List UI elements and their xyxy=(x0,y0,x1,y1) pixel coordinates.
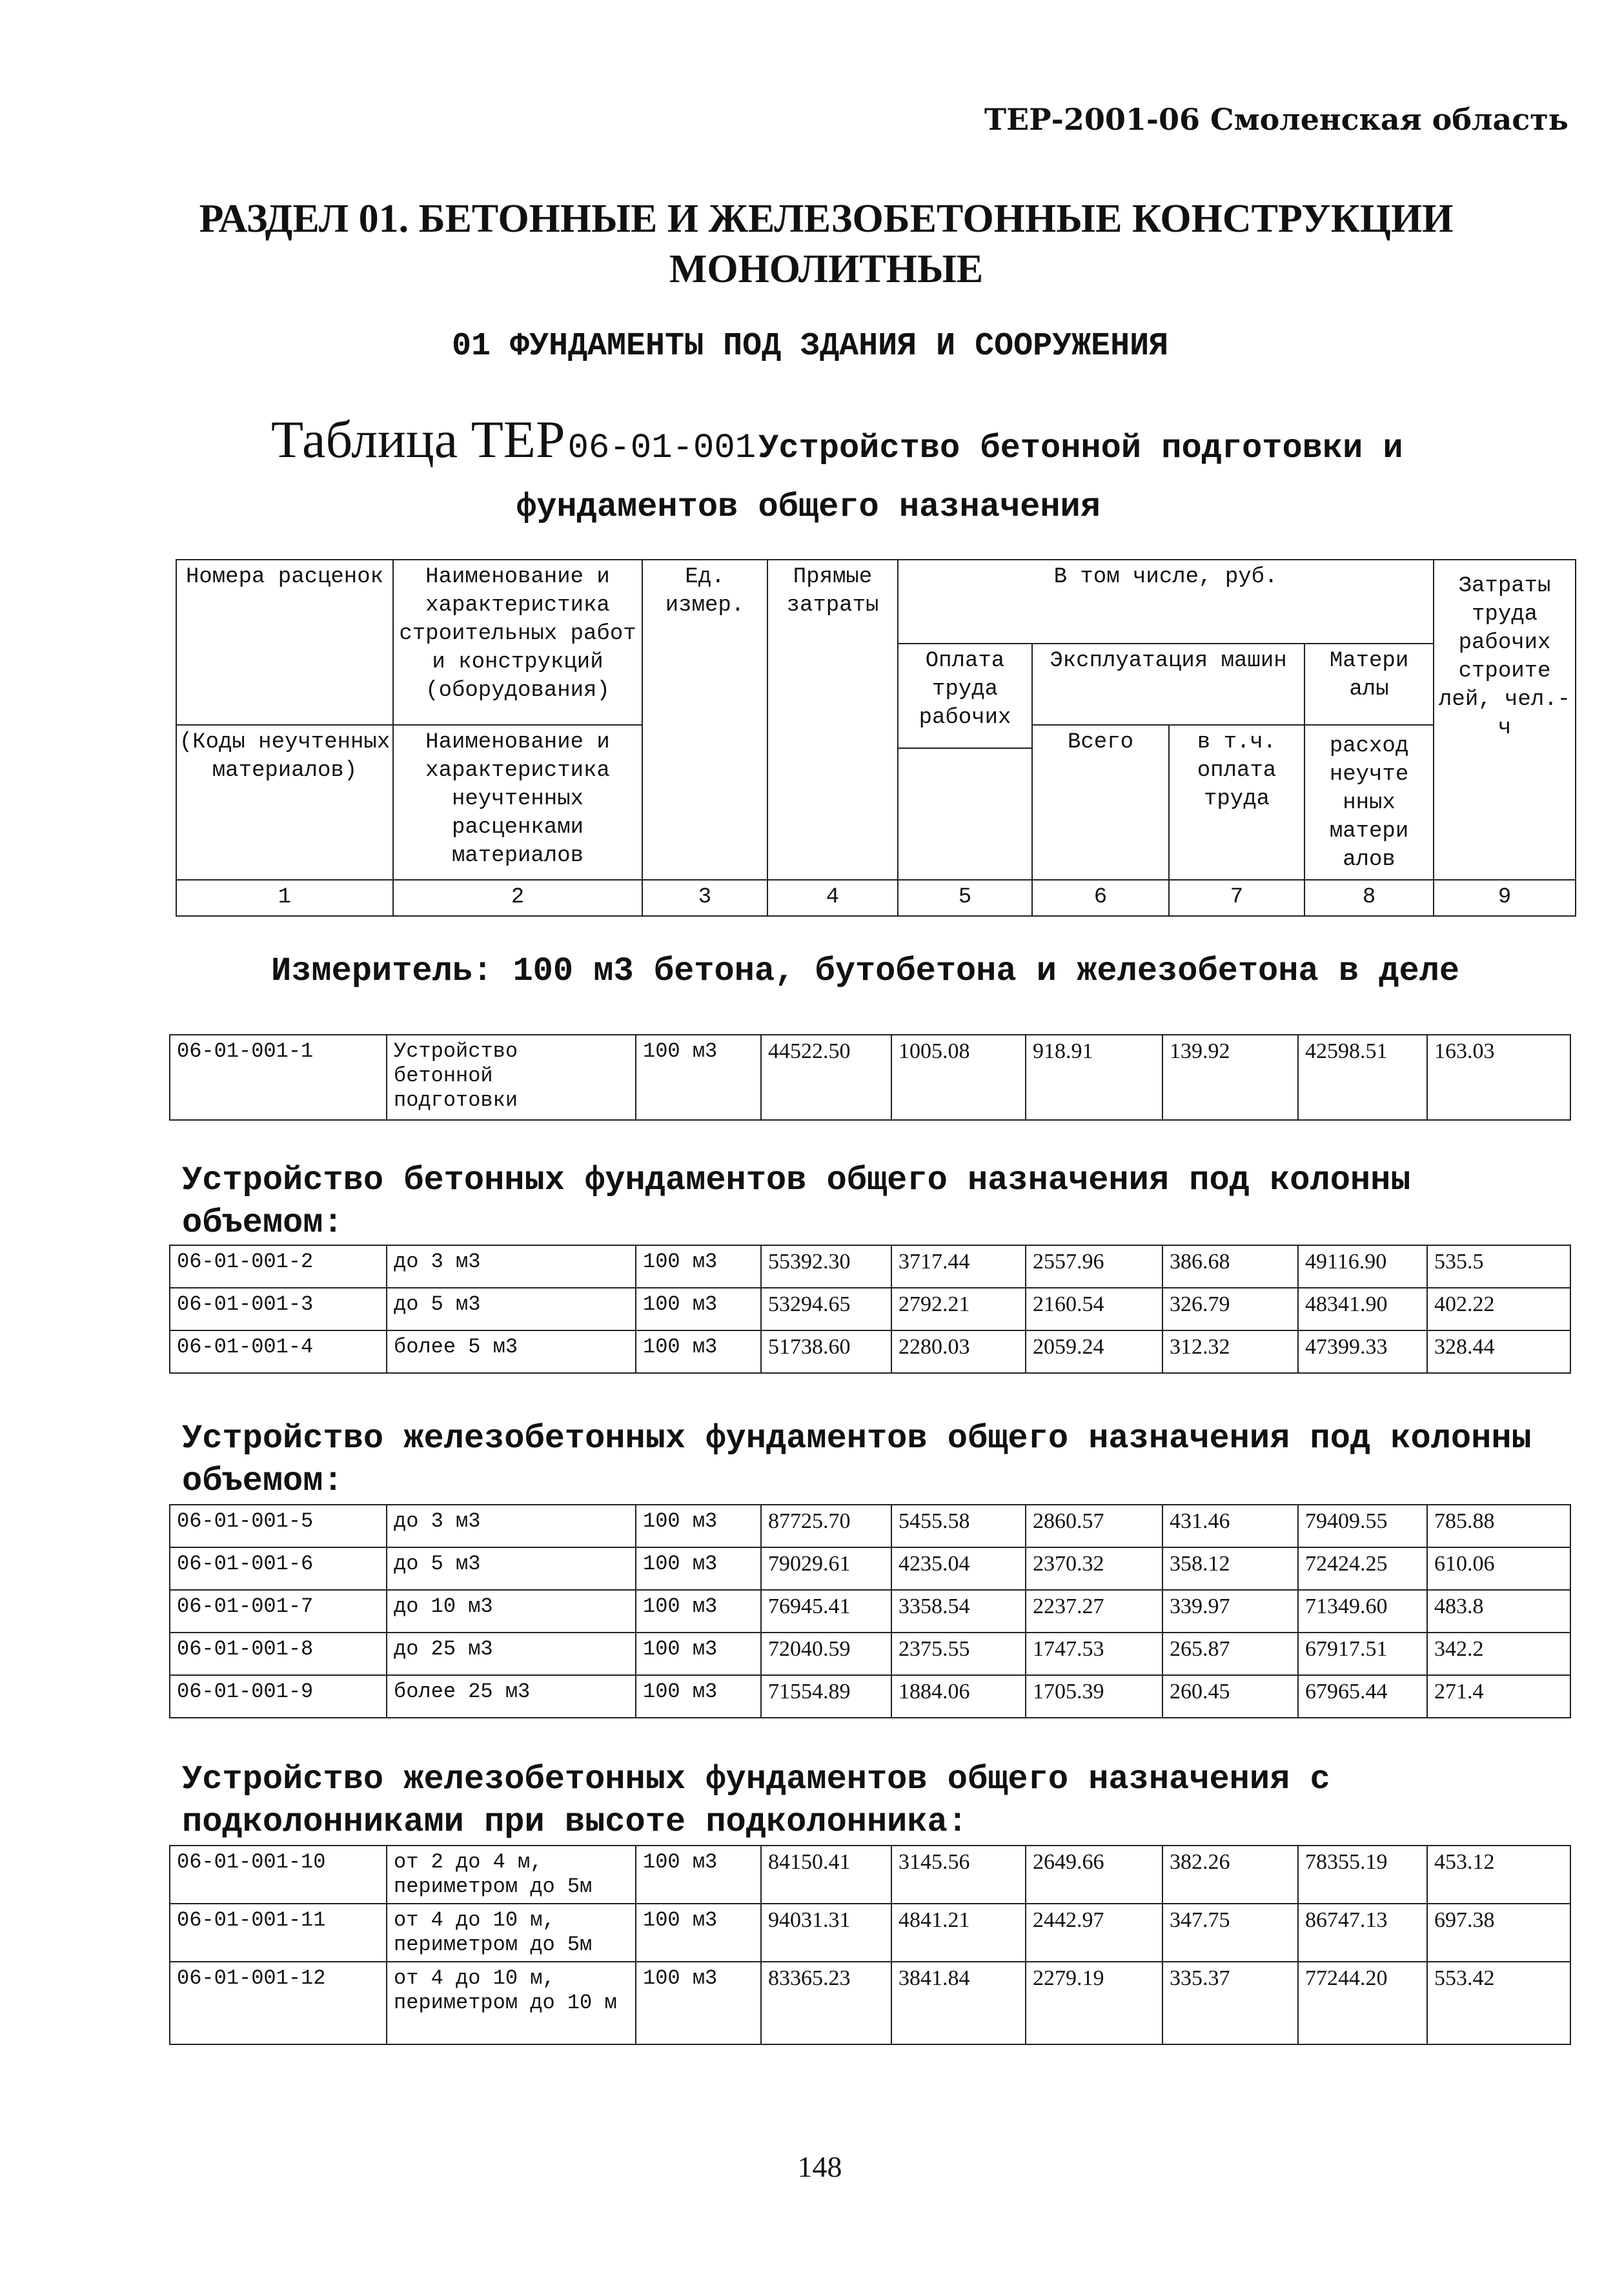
labor-pay: 1884.06 xyxy=(891,1675,1026,1718)
materials: 86747.13 xyxy=(1298,1904,1427,1962)
labor-hours: 453.12 xyxy=(1427,1846,1570,1904)
group-title: Устройство бетонных фундаментов общего назначения под колонны объемом: xyxy=(182,1161,1411,1242)
labor-pay: 3358.54 xyxy=(891,1590,1026,1633)
direct-costs: 55392.30 xyxy=(761,1245,891,1288)
table-row xyxy=(170,1505,1570,1547)
work-name: Устройство бетонной подготовки xyxy=(387,1035,636,1120)
unit: 100 м3 xyxy=(636,1904,761,1962)
table-row xyxy=(170,1035,1570,1120)
table-row xyxy=(170,1547,1570,1590)
unit: 100 м3 xyxy=(636,1245,761,1288)
work-name: до 3 м3 xyxy=(387,1245,636,1288)
table-row xyxy=(170,1633,1570,1675)
labor-hours: 697.38 xyxy=(1427,1904,1570,1962)
materials: 79409.55 xyxy=(1298,1505,1427,1547)
labor-pay: 2375.55 xyxy=(891,1633,1026,1675)
rate-code: 06-01-001-2 xyxy=(170,1245,387,1288)
machines-total: 2160.54 xyxy=(1026,1288,1162,1330)
rate-code: 06-01-001-11 xyxy=(170,1904,387,1962)
header-number: 4 xyxy=(767,880,898,916)
labor-hours: 535.5 xyxy=(1427,1245,1570,1288)
running-header: ТЕР-2001-06 Смоленская область xyxy=(984,102,1568,137)
machines-labor: 382.26 xyxy=(1162,1846,1298,1904)
work-name: до 5 м3 xyxy=(387,1547,636,1590)
materials: 67917.51 xyxy=(1298,1633,1427,1675)
header-direct-costs: Прямые затраты xyxy=(767,560,898,880)
table-title-code: 06-01-001 xyxy=(567,429,756,468)
labor-hours: 402.22 xyxy=(1427,1288,1570,1330)
materials: 42598.51 xyxy=(1298,1035,1427,1120)
header-number: 7 xyxy=(1169,880,1304,916)
rates-table-header xyxy=(176,559,1576,917)
direct-costs: 71554.89 xyxy=(761,1675,891,1718)
machines-labor: 386.68 xyxy=(1162,1245,1298,1288)
labor-pay: 1005.08 xyxy=(891,1035,1026,1120)
rate-code: 06-01-001-8 xyxy=(170,1633,387,1675)
table-title xyxy=(271,410,1549,534)
machines-labor: 431.46 xyxy=(1162,1505,1298,1547)
materials: 47399.33 xyxy=(1298,1330,1427,1373)
work-name: от 2 до 4 м, периметром до 5м xyxy=(387,1846,636,1904)
measure-line xyxy=(271,950,1536,993)
header-col1-top: Номера расценок xyxy=(176,560,393,725)
section-title-line2: МОНОЛИТНЫЕ xyxy=(669,247,984,291)
machines-labor: 265.87 xyxy=(1162,1633,1298,1675)
header-machines-total: Всего xyxy=(1032,725,1169,880)
labor-hours: 553.42 xyxy=(1427,1962,1570,2044)
unit: 100 м3 xyxy=(636,1675,761,1718)
header-machines: Эксплуатация машин xyxy=(1032,644,1304,725)
header-labor-pay: Оплата труда рабочих xyxy=(898,644,1032,748)
header-col2-bottom: Наименование и характеристика неучтенных расценками материалов xyxy=(393,725,642,880)
header-machines-labor: в т.ч. оплата труда xyxy=(1169,725,1304,880)
unit: 100 м3 xyxy=(636,1288,761,1330)
labor-hours: 785.88 xyxy=(1427,1505,1570,1547)
machines-labor: 347.75 xyxy=(1162,1904,1298,1962)
unit: 100 м3 xyxy=(636,1633,761,1675)
rates-table-group-3 xyxy=(169,1504,1571,1718)
labor-pay: 3145.56 xyxy=(891,1846,1026,1904)
work-name: до 5 м3 xyxy=(387,1288,636,1330)
direct-costs: 51738.60 xyxy=(761,1330,891,1373)
materials: 49116.90 xyxy=(1298,1245,1427,1288)
table-title-text-line1: Устройство бетонной подготовки и xyxy=(758,429,1403,467)
header-number: 5 xyxy=(898,880,1032,916)
direct-costs: 76945.41 xyxy=(761,1590,891,1633)
rate-code: 06-01-001-4 xyxy=(170,1330,387,1373)
measure-text: Измеритель: 100 м3 бетона, бутобетона и железобетона в деле xyxy=(271,952,1460,990)
table-row xyxy=(170,1846,1570,1904)
header-materials-unaccounted: расход неучте нных матери алов xyxy=(1304,725,1434,880)
subsection-title: 01 ФУНДАМЕНТЫ ПОД ЗДАНИЯ И СООРУЖЕНИЯ xyxy=(452,328,1169,365)
machines-total: 918.91 xyxy=(1026,1035,1162,1120)
labor-pay: 5455.58 xyxy=(891,1505,1026,1547)
direct-costs: 83365.23 xyxy=(761,1962,891,2044)
direct-costs: 84150.41 xyxy=(761,1846,891,1904)
direct-costs: 44522.50 xyxy=(761,1035,891,1120)
rate-code: 06-01-001-7 xyxy=(170,1590,387,1633)
machines-labor: 312.32 xyxy=(1162,1330,1298,1373)
rates-table-group-2 xyxy=(169,1245,1571,1374)
labor-hours: 328.44 xyxy=(1427,1330,1570,1373)
unit: 100 м3 xyxy=(636,1330,761,1373)
machines-labor: 335.37 xyxy=(1162,1962,1298,2044)
machines-labor: 139.92 xyxy=(1162,1035,1298,1120)
unit: 100 м3 xyxy=(636,1505,761,1547)
direct-costs: 72040.59 xyxy=(761,1633,891,1675)
machines-total: 1705.39 xyxy=(1026,1675,1162,1718)
section-title-line1: РАЗДЕЛ 01. БЕТОННЫЕ И ЖЕЛЕЗОБЕТОННЫЕ КОНСТРУКЦИИ xyxy=(199,197,1454,241)
machines-total: 2442.97 xyxy=(1026,1904,1162,1962)
header-number: 6 xyxy=(1032,880,1169,916)
header-number: 1 xyxy=(176,880,393,916)
rate-code: 06-01-001-5 xyxy=(170,1505,387,1547)
work-name: до 10 м3 xyxy=(387,1590,636,1633)
header-number: 3 xyxy=(642,880,767,916)
machines-total: 2237.27 xyxy=(1026,1590,1162,1633)
rate-code: 06-01-001-6 xyxy=(170,1547,387,1590)
machines-total: 1747.53 xyxy=(1026,1633,1162,1675)
machines-total: 2860.57 xyxy=(1026,1505,1162,1547)
work-name: более 25 м3 xyxy=(387,1675,636,1718)
table-row xyxy=(170,1330,1570,1373)
materials: 67965.44 xyxy=(1298,1675,1427,1718)
work-name: более 5 м3 xyxy=(387,1330,636,1373)
labor-hours: 483.8 xyxy=(1427,1590,1570,1633)
page-number: 148 xyxy=(797,2150,842,2183)
header-col1-bottom: (Коды неучтенных материалов) xyxy=(176,725,393,880)
group-title: Устройство железобетонных фундаментов общего назначения под колонны объемом: xyxy=(182,1420,1532,1500)
table-row xyxy=(170,1245,1570,1288)
section-title xyxy=(194,194,1459,294)
table-row xyxy=(170,1962,1570,2044)
rates-table-group-4 xyxy=(169,1845,1571,2045)
header-number: 2 xyxy=(393,880,642,916)
rate-code: 06-01-001-12 xyxy=(170,1962,387,2044)
unit: 100 м3 xyxy=(636,1035,761,1120)
direct-costs: 94031.31 xyxy=(761,1904,891,1962)
rate-code: 06-01-001-10 xyxy=(170,1846,387,1904)
labor-pay: 4235.04 xyxy=(891,1547,1026,1590)
direct-costs: 53294.65 xyxy=(761,1288,891,1330)
header-materials: Матери алы xyxy=(1304,644,1434,725)
materials: 71349.60 xyxy=(1298,1590,1427,1633)
table-row xyxy=(170,1904,1570,1962)
table-title-label: Таблица ТЕР xyxy=(271,410,565,469)
machines-labor: 358.12 xyxy=(1162,1547,1298,1590)
unit: 100 м3 xyxy=(636,1590,761,1633)
header-labor-cost: Затраты труда рабочих строите лей, чел.-ч xyxy=(1434,560,1576,880)
work-name: от 4 до 10 м, периметром до 5м xyxy=(387,1904,636,1962)
machines-total: 2059.24 xyxy=(1026,1330,1162,1373)
labor-hours: 610.06 xyxy=(1427,1547,1570,1590)
machines-total: 2649.66 xyxy=(1026,1846,1162,1904)
labor-hours: 342.2 xyxy=(1427,1633,1570,1675)
header-col2-top: Наименование и характеристика строительных работ и конструкций (оборудования) xyxy=(393,560,642,725)
labor-pay: 2792.21 xyxy=(891,1288,1026,1330)
unit: 100 м3 xyxy=(636,1846,761,1904)
header-including: В том числе, руб. xyxy=(898,560,1434,644)
table-row xyxy=(170,1590,1570,1633)
rate-code: 06-01-001-3 xyxy=(170,1288,387,1330)
header-unit: Ед. измер. xyxy=(642,560,767,880)
machines-total: 2557.96 xyxy=(1026,1245,1162,1288)
labor-pay: 2280.03 xyxy=(891,1330,1026,1373)
labor-hours: 271.4 xyxy=(1427,1675,1570,1718)
unit: 100 м3 xyxy=(636,1547,761,1590)
labor-pay: 3841.84 xyxy=(891,1962,1026,2044)
header-number: 9 xyxy=(1434,880,1576,916)
work-name: от 4 до 10 м, периметром до 10 м xyxy=(387,1962,636,2044)
machines-total: 2370.32 xyxy=(1026,1547,1162,1590)
rates-table-group-1 xyxy=(169,1034,1571,1121)
table-title-text-line2: фундаментов общего назначения xyxy=(516,488,1101,526)
labor-pay: 3717.44 xyxy=(891,1245,1026,1288)
unit: 100 м3 xyxy=(636,1962,761,2044)
direct-costs: 79029.61 xyxy=(761,1547,891,1590)
labor-pay: 4841.21 xyxy=(891,1904,1026,1962)
header-number: 8 xyxy=(1304,880,1434,916)
work-name: до 3 м3 xyxy=(387,1505,636,1547)
labor-hours: 163.03 xyxy=(1427,1035,1570,1120)
work-name: до 25 м3 xyxy=(387,1633,636,1675)
materials: 77244.20 xyxy=(1298,1962,1427,2044)
rate-code: 06-01-001-9 xyxy=(170,1675,387,1718)
machines-total: 2279.19 xyxy=(1026,1962,1162,2044)
machines-labor: 326.79 xyxy=(1162,1288,1298,1330)
table-row xyxy=(170,1675,1570,1718)
rate-code: 06-01-001-1 xyxy=(170,1035,387,1120)
group-title: Устройство железобетонных фундаментов общего назначения с подколонниками при высоте подколонника: xyxy=(182,1760,1330,1841)
machines-labor: 260.45 xyxy=(1162,1675,1298,1718)
direct-costs: 87725.70 xyxy=(761,1505,891,1547)
materials: 48341.90 xyxy=(1298,1288,1427,1330)
machines-labor: 339.97 xyxy=(1162,1590,1298,1633)
materials: 72424.25 xyxy=(1298,1547,1427,1590)
materials: 78355.19 xyxy=(1298,1846,1427,1904)
table-row xyxy=(170,1288,1570,1330)
